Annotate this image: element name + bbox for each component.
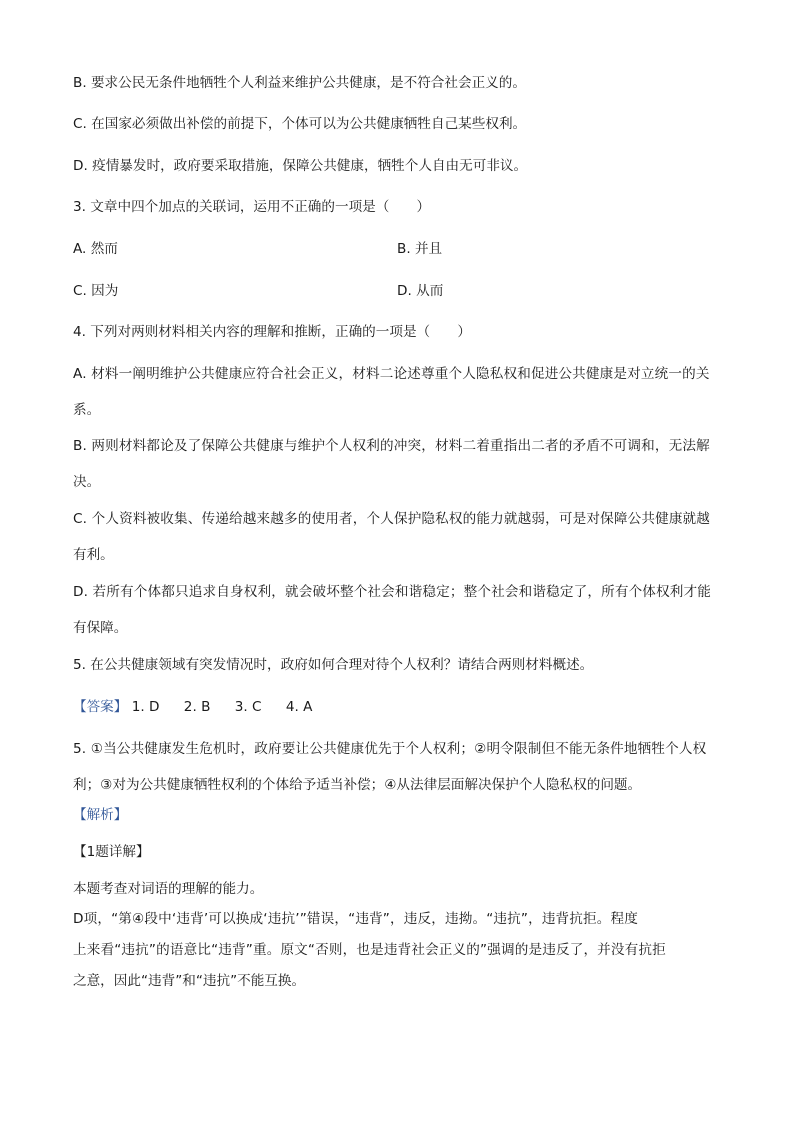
analysis-label: 【解析】 bbox=[73, 807, 128, 823]
q5-stem: 5. 在公共健康领域有突发情况时，政府如何合理对待个人权利？请结合两则材料概述。 bbox=[73, 657, 594, 673]
q3-stem: 3. 文章中四个加点的关联词，运用不正确的一项是（ ） bbox=[73, 199, 431, 215]
q2-option-d: D. 疫情暴发时，政府要采取措施，保障公共健康，牺牲个人自由无可非议。 bbox=[73, 158, 528, 174]
answer-item-4: 4. A bbox=[285, 699, 313, 715]
q4-option-d-line2: 有保障。 bbox=[73, 620, 128, 636]
analysis-paragraph-2-line3: 之意，因此“违背”和“违抗”不能互换。 bbox=[73, 973, 306, 989]
q3-option-c: C. 因为 bbox=[73, 283, 119, 299]
q2-option-c: C. 在国家必须做出补偿的前提下，个体可以为公共健康牺牲自己某些权利。 bbox=[73, 116, 527, 132]
answer-q5-line2: 利；③对为公共健康牺牲权利的个体给予适当补偿；④从法律层面解决保护个人隐私权的问题。 bbox=[73, 777, 642, 793]
q4-option-a-line2: 系。 bbox=[73, 402, 101, 418]
analysis-sub-label: 【1题详解】 bbox=[73, 844, 150, 860]
q4-option-d-line1: D. 若所有个体都只追求自身权利，就会破坏整个社会和谐稳定；整个社会和谐稳定了，所有个体权利才能 bbox=[73, 584, 712, 600]
answer-item-1: 1. D bbox=[131, 699, 160, 715]
answer-item-3: 3. C bbox=[234, 699, 262, 715]
q3-option-a: A. 然而 bbox=[73, 241, 118, 257]
q3-option-d: D. 从而 bbox=[397, 283, 444, 299]
q2-option-b: B. 要求公民无条件地牺牲个人利益来维护公共健康，是不符合社会正义的。 bbox=[73, 75, 526, 91]
q4-option-c-line1: C. 个人资料被收集、传递给越来越多的使用者，个人保护隐私权的能力就越弱，可是对保障公共健康就越 bbox=[73, 511, 711, 527]
q4-option-b-line1: B. 两则材料都论及了保障公共健康与维护个人权利的冲突，材料二着重指出二者的矛盾不可调和，无法解 bbox=[73, 438, 710, 454]
answer-item-2: 2. B bbox=[183, 699, 211, 715]
q4-option-a-line1: A. 材料一阐明维护公共健康应符合社会正义，材料二论述尊重个人隐私权和促进公共健康是对立统一的关 bbox=[73, 366, 710, 382]
answer-row bbox=[73, 698, 332, 716]
q4-option-c-line2: 有利。 bbox=[73, 547, 114, 563]
analysis-paragraph-1: 本题考查对词语的理解的能力。 bbox=[73, 881, 264, 897]
analysis-paragraph-2-line1: D项，“第④段中‘违背’可以换成‘违抗’”错误，“违背”，违反，违拗。“违抗”，违背抗拒。程度 bbox=[73, 911, 639, 927]
q3-option-b: B. 并且 bbox=[397, 241, 443, 257]
analysis-paragraph-2-line2: 上来看“违抗”的语意比“违背”重。原文“否则，也是违背社会正义的”强调的是违反了，并没有抗拒 bbox=[73, 942, 666, 958]
q4-stem: 4. 下列对两则材料相关内容的理解和推断，正确的一项是（ ） bbox=[73, 324, 471, 340]
answer-q5-line1: 5. ①当公共健康发生危机时，政府要让公共健康优先于个人权利；②明令限制但不能无条件地牺牲个人权 bbox=[73, 741, 707, 757]
q4-option-b-line2: 决。 bbox=[73, 474, 101, 490]
answer-label: 【答案】 bbox=[73, 699, 128, 715]
